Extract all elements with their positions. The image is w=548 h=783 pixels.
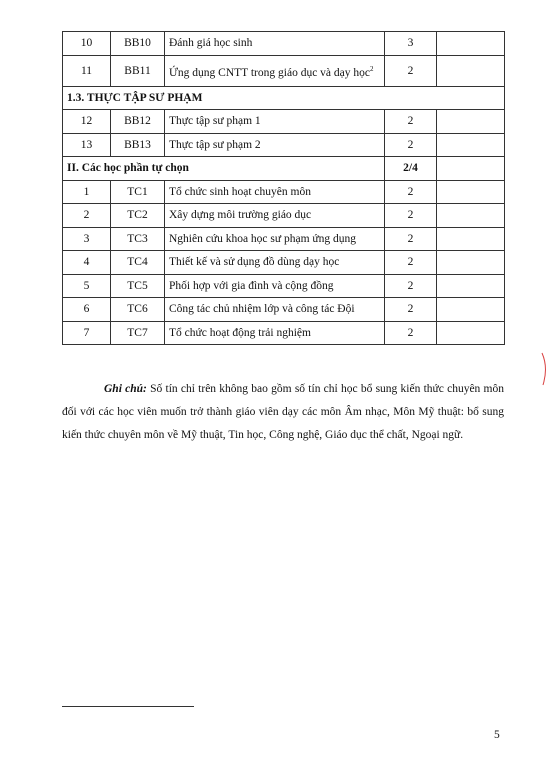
course-name-cell: [165, 55, 385, 86]
empty-cell: [437, 321, 505, 345]
table-row: [63, 204, 505, 228]
course-no: 13: [63, 133, 111, 157]
course-no: 10: [63, 32, 111, 56]
course-credits: 2: [385, 321, 437, 345]
table-row: [63, 298, 505, 322]
course-code: TC5: [111, 274, 165, 298]
table-row: [63, 227, 505, 251]
empty-cell: [437, 274, 505, 298]
section-row: [63, 86, 505, 110]
course-name: Thực tập sư phạm 1: [165, 110, 385, 134]
course-credits: 2: [385, 180, 437, 204]
course-name: Ứng dụng CNTT trong giáo dục và dạy học: [169, 66, 370, 79]
footnote-ref: 2: [369, 64, 374, 73]
empty-cell: [437, 157, 505, 181]
course-credits: 2: [385, 133, 437, 157]
course-no: 6: [63, 298, 111, 322]
section-row: [63, 157, 505, 181]
empty-cell: [437, 55, 505, 86]
empty-cell: [437, 204, 505, 228]
course-no: 1: [63, 180, 111, 204]
course-code: TC3: [111, 227, 165, 251]
course-name: Công tác chủ nhiệm lớp và công tác Đội: [165, 298, 385, 322]
course-no: 5: [63, 274, 111, 298]
course-code: BB11: [111, 55, 165, 86]
course-credits: 2: [385, 227, 437, 251]
empty-cell: [437, 298, 505, 322]
course-code: TC6: [111, 298, 165, 322]
empty-cell: [437, 251, 505, 275]
curriculum-table: [62, 31, 505, 345]
empty-cell: [437, 133, 505, 157]
footnote-divider: [62, 706, 194, 707]
course-credits: 2: [385, 55, 437, 86]
table-row: [63, 180, 505, 204]
empty-cell: [437, 110, 505, 134]
pen-mark: [540, 352, 548, 386]
course-credits: 2: [385, 298, 437, 322]
section-title: II. Các học phần tự chọn: [63, 157, 385, 181]
course-code: TC1: [111, 180, 165, 204]
note-text: Số tín chỉ trên không bao gồm số tín chỉ học bổ sung kiến thức chuyên môn đối với các học viên muốn trở thành giáo viên dạy các môn Âm nhạc, Môn Mỹ thuật: bổ sung kiến thức chuyên môn về Mỹ thuật, Tin học, Công nghệ, Giáo dục thể chất, Ngoại ngữ.: [62, 383, 504, 441]
course-no: 3: [63, 227, 111, 251]
course-name: Phối hợp với gia đình và cộng đồng: [165, 274, 385, 298]
note-label: Ghi chú:: [104, 383, 147, 395]
course-credits: 2: [385, 251, 437, 275]
course-name: Nghiên cứu khoa học sư phạm ứng dụng: [165, 227, 385, 251]
course-no: 4: [63, 251, 111, 275]
table-row: [63, 110, 505, 134]
course-code: BB10: [111, 32, 165, 56]
course-name: Đánh giá học sinh: [165, 32, 385, 56]
course-code: TC4: [111, 251, 165, 275]
table-row: [63, 251, 505, 275]
course-code: BB13: [111, 133, 165, 157]
course-credits: 2: [385, 110, 437, 134]
empty-cell: [437, 227, 505, 251]
course-credits: 2: [385, 274, 437, 298]
empty-cell: [437, 180, 505, 204]
course-code: BB12: [111, 110, 165, 134]
course-no: 12: [63, 110, 111, 134]
course-no: 11: [63, 55, 111, 86]
course-credits: 3: [385, 32, 437, 56]
page-number: 5: [494, 729, 500, 741]
course-no: 2: [63, 204, 111, 228]
table-row: [63, 321, 505, 345]
course-name: Tổ chức hoạt động trải nghiệm: [165, 321, 385, 345]
empty-cell: [437, 32, 505, 56]
course-code: TC2: [111, 204, 165, 228]
section-title: 1.3. THỰC TẬP SƯ PHẠM: [63, 86, 505, 110]
table-row: [63, 55, 505, 86]
table-row: [63, 32, 505, 56]
course-name: Thực tập sư phạm 2: [165, 133, 385, 157]
course-name: Xây dựng môi trường giáo dục: [165, 204, 385, 228]
course-credits: 2: [385, 204, 437, 228]
table-row: [63, 133, 505, 157]
course-name: Thiết kế và sử dụng đồ dùng dạy học: [165, 251, 385, 275]
course-no: 7: [63, 321, 111, 345]
course-code: TC7: [111, 321, 165, 345]
note-paragraph: [62, 378, 504, 447]
course-name: Tổ chức sinh hoạt chuyên môn: [165, 180, 385, 204]
section-credits: 2/4: [385, 157, 437, 181]
table-row: [63, 274, 505, 298]
